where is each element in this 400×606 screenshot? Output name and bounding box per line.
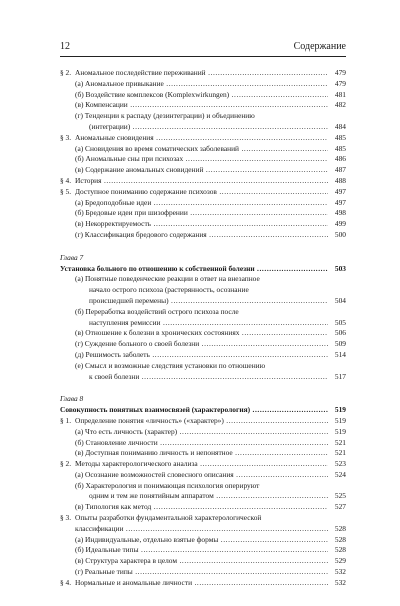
- entry-page-number: 488: [334, 175, 346, 185]
- toc-entry[interactable]: [60, 427, 346, 438]
- entry-page-number: 485: [334, 143, 346, 153]
- toc-entry[interactable]: [60, 545, 346, 556]
- entry-page-number: 485: [334, 132, 346, 142]
- chapter-heading: Глава 7: [60, 252, 84, 262]
- entry-title: Нормальные и аномальные личности .....: [75, 578, 328, 589]
- toc-entry[interactable]: [60, 79, 346, 90]
- entry-page-number: 500: [334, 229, 346, 239]
- entry-title: одним и тем же понятийным аппаратом .....: [89, 491, 328, 502]
- entry-title: (а) Бредоподобные идеи .....: [75, 198, 328, 209]
- toc-entry[interactable]: [60, 165, 346, 176]
- toc-entry[interactable]: [60, 502, 346, 513]
- toc-entry[interactable]: [60, 187, 346, 198]
- entry-page-number: 525: [334, 491, 346, 501]
- toc-entry[interactable]: [60, 154, 346, 165]
- entry-title: (б) Воздействие комплексов (Komplexwirkungen) .....: [75, 90, 328, 101]
- toc-entry[interactable]: [60, 361, 346, 372]
- entry-title: Опыты разработки фундаментальной характерологической: [75, 513, 262, 523]
- entry-title: происшедшей перемены) .....: [89, 296, 328, 307]
- entry-page-number: 504: [334, 295, 346, 305]
- section-number: § 4.: [60, 175, 72, 185]
- entry-page-number: 528: [334, 534, 346, 544]
- section-gap: [60, 382, 346, 394]
- entry-title: начало острого психоза (растерянность, осознание: [89, 285, 249, 295]
- toc-entry[interactable]: [60, 219, 346, 230]
- entry-page-number: 519: [334, 415, 346, 425]
- toc-entry[interactable]: [60, 405, 346, 416]
- toc-entry[interactable]: [60, 481, 346, 492]
- toc-entry[interactable]: [60, 535, 346, 546]
- entry-page-number: 484: [334, 121, 346, 131]
- toc-entry[interactable]: [60, 459, 346, 470]
- entry-title: классификации .....: [75, 524, 328, 535]
- entry-page-number: 498: [334, 208, 346, 218]
- toc-entry[interactable]: [60, 68, 346, 79]
- toc-entry[interactable]: [60, 448, 346, 459]
- entry-title: (в) Отношение к болезни в хронических состояниях .....: [75, 328, 328, 339]
- entry-page-number: 509: [334, 339, 346, 349]
- entry-page-number: 479: [334, 78, 346, 88]
- entry-title: (в) Содержание аномальных сновидений .....: [75, 165, 328, 176]
- entry-page-number: 479: [334, 68, 346, 77]
- entry-page-number: 503: [334, 263, 346, 273]
- section-number: § 2.: [60, 459, 72, 469]
- toc-entry[interactable]: [60, 567, 346, 578]
- toc-entry[interactable]: [60, 438, 346, 449]
- toc-entry[interactable]: [60, 491, 346, 502]
- entry-page-number: 487: [334, 165, 346, 175]
- entry-title: (а) Понятные поведенческие реакции в ответ на внезапное: [75, 274, 260, 284]
- entry-title: (а) Индивидуальные, отдельно взятые формы .....: [75, 535, 328, 546]
- entry-page-number: 505: [334, 317, 346, 327]
- entry-title: (а) Сновидения во время соматических заболеваний .....: [75, 144, 328, 155]
- entry-page-number: 482: [334, 100, 346, 110]
- entry-page-number: 486: [334, 154, 346, 164]
- entry-title: (в) Доступная пониманию личность и непонятное .....: [75, 448, 328, 459]
- entry-page-number: 523: [334, 459, 346, 469]
- entry-title: (б) Бредовые идеи при шизофрении .....: [75, 208, 328, 219]
- entry-page-number: 514: [334, 349, 346, 359]
- entry-title: (г) Реальные типы .....: [75, 567, 328, 578]
- entry-title: Определение понятия «личность» («характер») .....: [75, 416, 328, 427]
- entry-page-number: 532: [334, 577, 346, 587]
- entry-title: (а) Что есть личность (характер) .....: [75, 427, 328, 438]
- toc-entry[interactable]: [60, 307, 346, 318]
- toc-entry[interactable]: [60, 100, 346, 111]
- toc-entry[interactable]: [60, 513, 346, 524]
- entry-page-number: 517: [334, 371, 346, 381]
- entry-page-number: 528: [334, 523, 346, 533]
- entry-page-number: 524: [334, 469, 346, 479]
- entry-page-number: 519: [334, 405, 346, 415]
- entry-title: (в) Структура характера в целом .....: [75, 556, 328, 567]
- entry-title: (д) Решимость заболеть .....: [75, 350, 328, 361]
- entry-title: (б) Идеальные типы .....: [75, 545, 328, 556]
- entry-title: Доступное пониманию содержание психозов .....: [75, 187, 328, 198]
- entry-title: (б) Переработка воздействий острого психоза после: [75, 306, 239, 316]
- entry-title: (а) Аномальное привыкание .....: [75, 79, 328, 90]
- toc-entry[interactable]: [60, 133, 346, 144]
- entry-title: (б) Аномальные сны при психозах .....: [75, 154, 328, 165]
- toc-entry[interactable]: [60, 176, 346, 187]
- toc-entry[interactable]: [60, 144, 346, 155]
- entry-title: (интеграции) .....: [89, 122, 328, 133]
- header-rule: [60, 56, 346, 57]
- entry-page-number: 521: [334, 448, 346, 458]
- section-number: § 3.: [60, 513, 72, 523]
- entry-page-number: 519: [334, 426, 346, 436]
- entry-page-number: 497: [334, 186, 346, 196]
- running-header: [60, 40, 346, 54]
- section-number: § 4.: [60, 577, 72, 587]
- toc-entry[interactable]: [60, 296, 346, 307]
- section-number: § 3.: [60, 132, 72, 142]
- entry-title: (б) Характерология и понимающая психология оперируют: [75, 480, 260, 490]
- entry-page-number: 532: [334, 567, 346, 577]
- toc-entry[interactable]: [60, 285, 346, 296]
- entry-title: (е) Смысл и возможные следствия установки по отношению: [75, 360, 266, 370]
- toc-entry[interactable]: [60, 111, 346, 122]
- entry-page-number: 528: [334, 545, 346, 555]
- section-number: § 2.: [60, 68, 72, 77]
- toc-entry[interactable]: [60, 264, 346, 275]
- toc-entry[interactable]: [60, 274, 346, 285]
- toc-entry[interactable]: [60, 230, 346, 241]
- toc-entry[interactable]: [60, 90, 346, 101]
- entry-title: Методы характерологического анализа .....: [75, 459, 328, 470]
- entry-page-number: 529: [334, 556, 346, 566]
- entry-title: История .....: [75, 176, 328, 187]
- toc-entry[interactable]: [60, 578, 346, 589]
- toc-entry[interactable]: [60, 556, 346, 567]
- toc-entry[interactable]: [60, 318, 346, 329]
- page-number: 12: [60, 41, 70, 52]
- toc-entry[interactable]: [60, 328, 346, 339]
- entry-title: наступления ремиссии .....: [89, 318, 328, 329]
- entry-title: (г) Суждение больного о своей болезни .....: [75, 339, 328, 350]
- table-of-contents: [60, 68, 346, 589]
- section-gap: [60, 241, 346, 253]
- toc-entry[interactable]: [60, 339, 346, 350]
- entry-title: (в) Типология как метод .....: [75, 502, 328, 513]
- entry-title: (б) Становление личности .....: [75, 438, 328, 449]
- entry-page-number: 499: [334, 219, 346, 229]
- entry-page-number: 527: [334, 502, 346, 512]
- entry-title: Совокупность понятных взаимосвязей (характерология) .....: [60, 405, 328, 416]
- entry-title: (в) Некорректируемость .....: [75, 219, 328, 230]
- entry-title: (г) Тенденции к распаду (дезинтеграции) и объединению: [75, 111, 255, 121]
- toc-entry[interactable]: [60, 416, 346, 427]
- toc-entry[interactable]: [60, 208, 346, 219]
- entry-page-number: 521: [334, 437, 346, 447]
- section-number: § 5.: [60, 186, 72, 196]
- entry-title: Установка больного по отношению к собственной болезни .....: [60, 264, 328, 275]
- section-number: § 1.: [60, 415, 72, 425]
- entry-title: к своей болезни .....: [89, 372, 328, 383]
- entry-page-number: 506: [334, 328, 346, 338]
- entry-title: (а) Осознание возможностей словесного описания .....: [75, 470, 328, 481]
- toc-entry[interactable]: [60, 524, 346, 535]
- toc-entry[interactable]: [60, 372, 346, 383]
- entry-page-number: 497: [334, 197, 346, 207]
- entry-title: Аномальные сновидения .....: [75, 133, 328, 144]
- toc-entry[interactable]: [60, 470, 346, 481]
- entry-title: Аномальное последействие переживаний .....: [75, 68, 328, 79]
- toc-entry[interactable]: [60, 198, 346, 209]
- entry-title: (в) Компенсации .....: [75, 100, 328, 111]
- entry-page-number: 481: [334, 89, 346, 99]
- running-title: Содержание: [293, 41, 346, 52]
- toc-entry[interactable]: [60, 122, 346, 133]
- toc-entry[interactable]: [60, 350, 346, 361]
- chapter-heading: Глава 8: [60, 394, 84, 404]
- entry-title: (г) Классификация бредового содержания .....: [75, 230, 328, 241]
